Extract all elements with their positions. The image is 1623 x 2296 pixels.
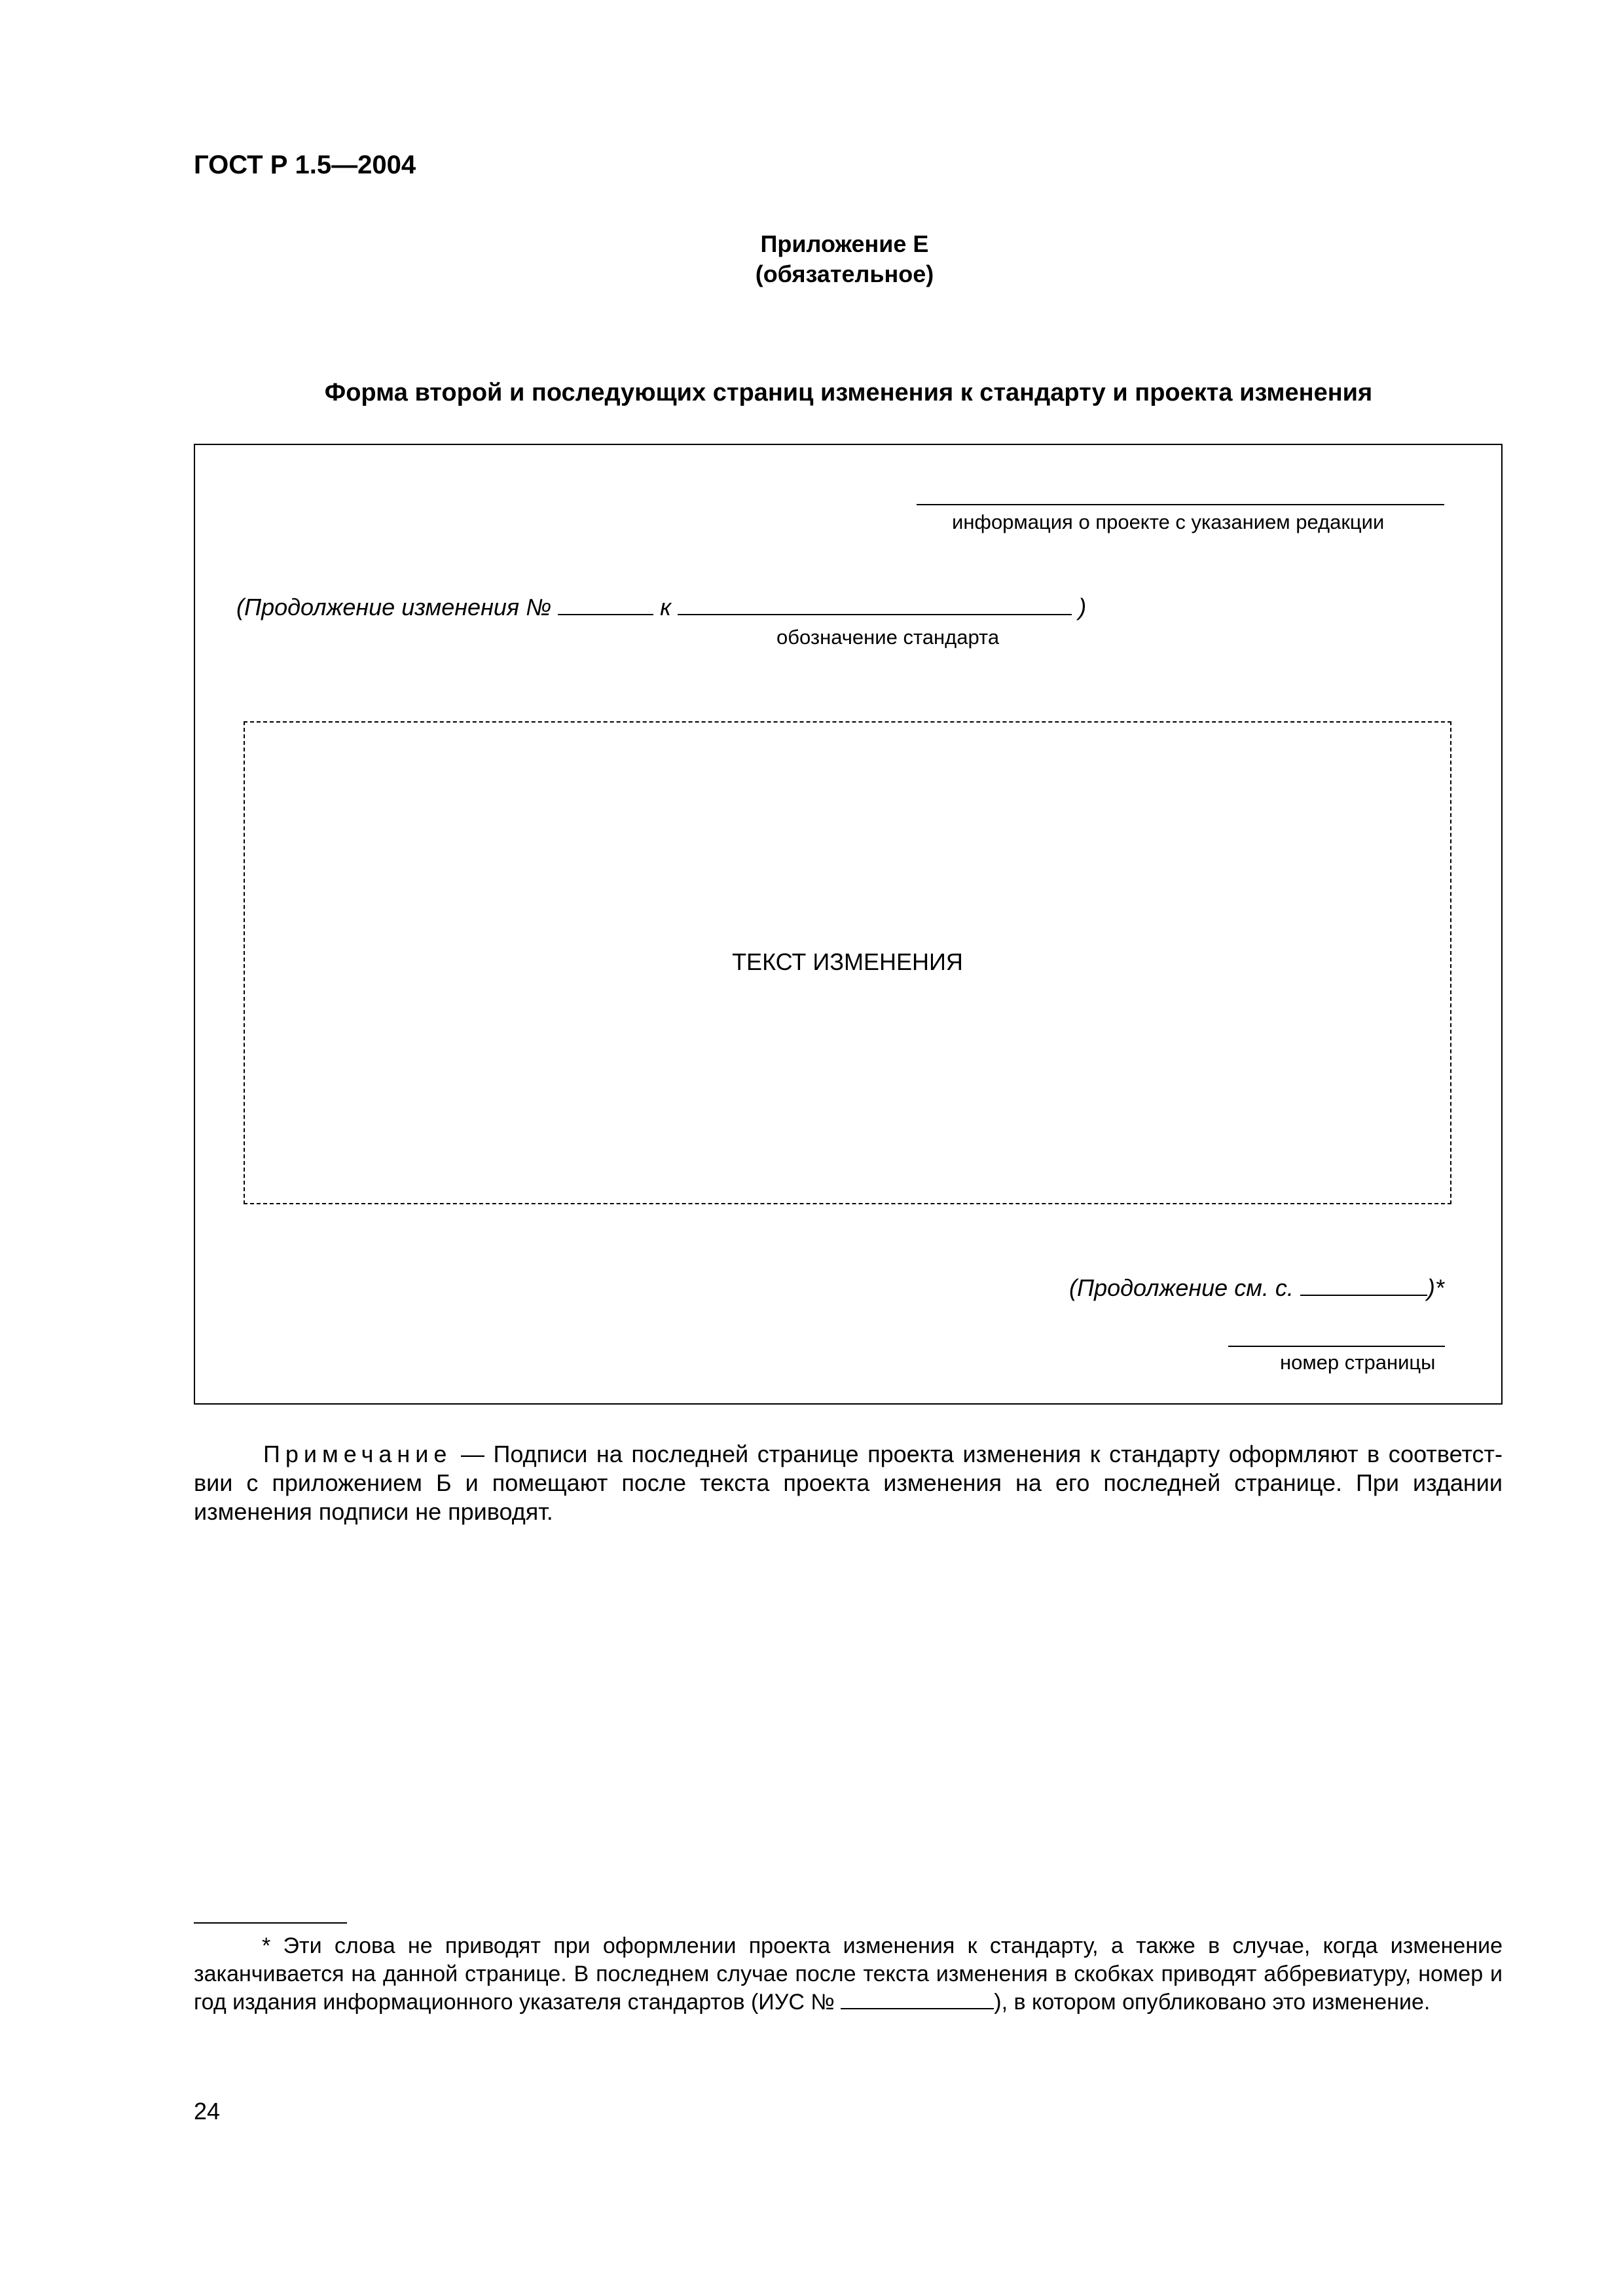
page-number-blank <box>1300 1275 1427 1296</box>
continuation-to: к <box>660 594 672 620</box>
see-close: )* <box>1427 1274 1444 1301</box>
continuation-prefix: (Продолжение изменения № <box>236 594 552 620</box>
appendix-heading <box>0 229 1623 289</box>
ius-number-blank <box>841 1988 994 2009</box>
footnote-text-after: ), в котором опубликовано это изменение. <box>994 1990 1431 2015</box>
footnote-text-before: Эти слова не приводят при оформлении проекта изменения к стандарту, а также в случае, когда изменение заканчивается на данной странице. В последнем случае после текста изменения в скобках приводят аббревиатуру, номер и год издания информационного указателя стандартов (ИУС № <box>194 1933 1503 2015</box>
standard-designation-blank <box>678 594 1072 615</box>
change-number-blank <box>558 594 653 615</box>
note-label: Примечание <box>263 1441 452 1467</box>
note-paragraph <box>194 1440 1503 1526</box>
continuation-line <box>236 594 1086 619</box>
appendix-status: (обязательное) <box>755 260 934 287</box>
page-number-rule <box>1228 1346 1445 1347</box>
appendix-title: Приложение Е <box>760 230 929 257</box>
see-page-line <box>1069 1275 1444 1300</box>
note-text: — Подписи на последней странице проекта изменения к стандарту оформляют в соответст-вии с приложением Б и помещают после текста проекта изменения на его последней странице. При издании изменения подписи не приводят. <box>194 1441 1503 1525</box>
continuation-close: ) <box>1078 594 1087 620</box>
page-number: 24 <box>194 2098 221 2125</box>
see-prefix: (Продолжение см. с. <box>1069 1274 1294 1301</box>
footnote-marker: * <box>262 1933 271 1958</box>
project-info-rule <box>917 504 1444 505</box>
footnote <box>194 1932 1503 2017</box>
change-text-label: ТЕКСТ ИЗМЕНЕНИЯ <box>732 948 963 975</box>
document-code: ГОСТ Р 1.5—2004 <box>194 151 416 179</box>
project-info-caption: информация о проекте с указанием редакции <box>952 511 1385 533</box>
page-number-caption: номер страницы <box>1280 1351 1436 1374</box>
footnote-separator <box>194 1922 347 1924</box>
standard-caption: обозначение стандарта <box>776 626 1000 649</box>
form-title: Форма второй и последующих страниц изменения к стандарту и проекта изменения <box>324 379 1373 406</box>
